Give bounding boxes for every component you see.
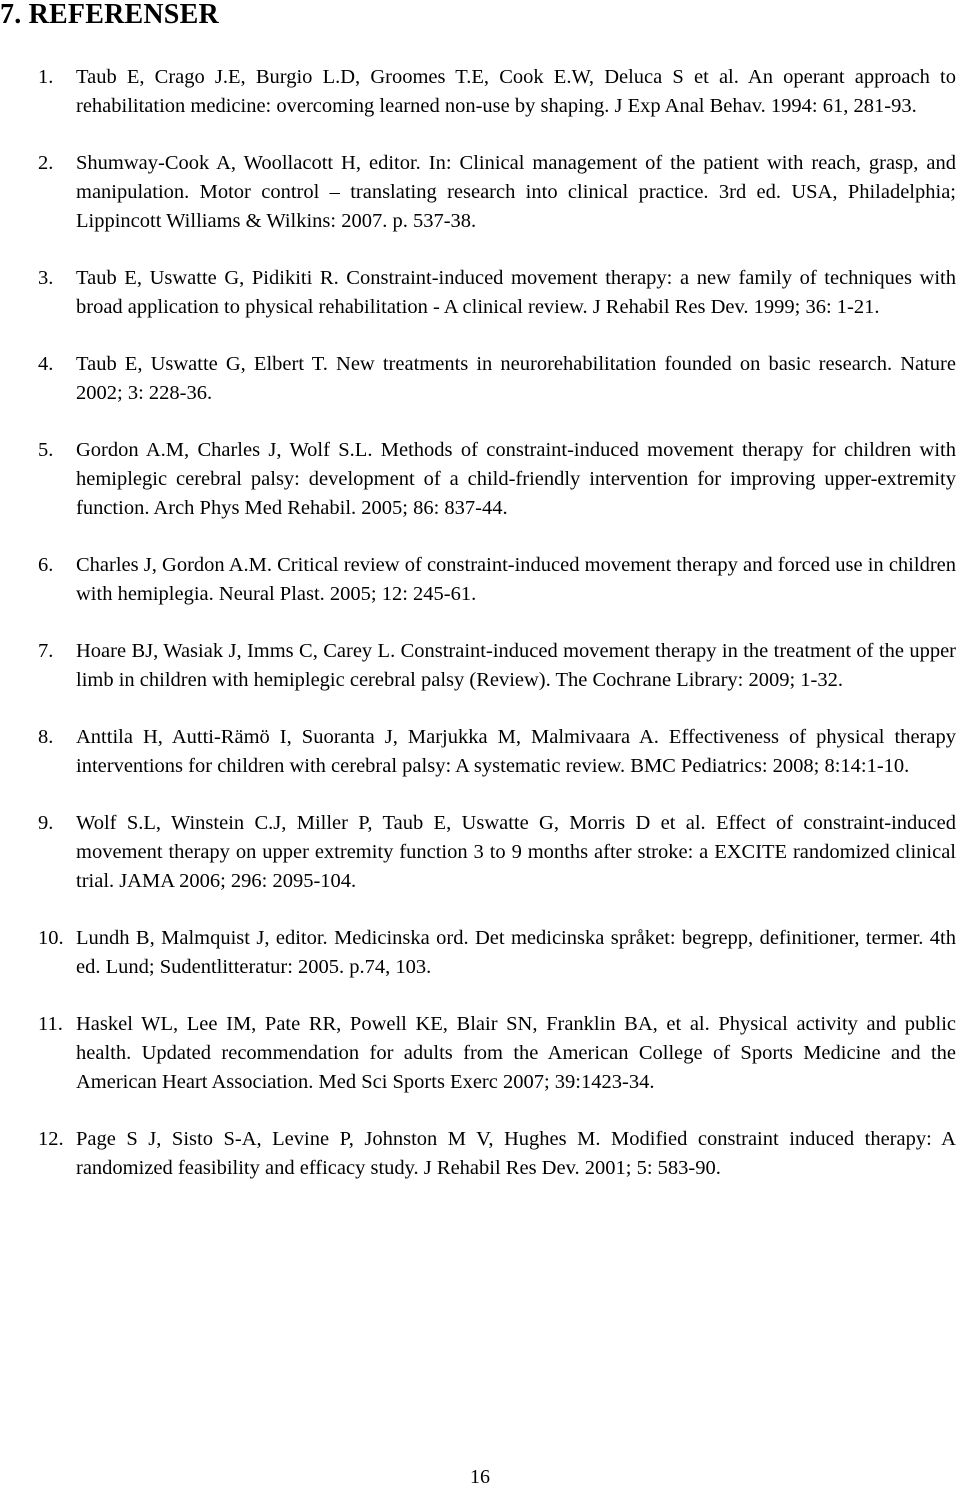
reference-text: Haskel WL, Lee IM, Pate RR, Powell KE, Blair SN, Franklin BA, et al. Physical activity and public health. Updated recommendation for adults from the American College of Sports Medicine and the American Heart Association. Med Sci Sports Exerc 2007; 39:1423-34.: [76, 1013, 956, 1093]
reference-item: [38, 264, 956, 322]
reference-text: Page S J, Sisto S-A, Levine P, Johnston M V, Hughes M. Modified constraint induced therapy: A randomized feasibility and efficacy study. J Rehabil Res Dev. 2001; 5: 583-90.: [76, 1128, 956, 1179]
reference-number: 11.: [38, 1013, 63, 1035]
reference-number: 3.: [38, 267, 54, 289]
reference-item: [38, 924, 956, 982]
reference-text: Wolf S.L, Winstein C.J, Miller P, Taub E, Uswatte G, Morris D et al. Effect of constraint-induced movement therapy on upper extremity function 3 to 9 months after stroke: a EXCITE randomized clinical trial. JAMA 2006; 296: 2095-104.: [76, 812, 956, 892]
reference-item: [38, 1125, 956, 1183]
reference-text: Shumway-Cook A, Woollacott H, editor. In: Clinical management of the patient with reach, grasp, and manipulation. Motor control – translating research into clinical practice. 3rd ed. USA, Philadelphia; Lippincott Williams & Wilkins: 2007. p. 537-38.: [76, 152, 956, 232]
reference-text: Taub E, Uswatte G, Pidikiti R. Constraint-induced movement therapy: a new family of techniques with broad application to physical rehabilitation - A clinical review. J Rehabil Res Dev. 1999; 36: 1-21.: [76, 267, 956, 318]
reference-text: Taub E, Crago J.E, Burgio L.D, Groomes T.E, Cook E.W, Deluca S et al. An operant approach to rehabilitation medicine: overcoming learned non-use by shaping. J Exp Anal Behav. 1994: 61, 281-93.: [76, 66, 956, 117]
reference-number: 8.: [38, 726, 54, 748]
reference-list: [38, 63, 956, 1211]
reference-item: [38, 149, 956, 236]
reference-item: [38, 63, 956, 121]
reference-number: 9.: [38, 812, 54, 834]
reference-item: [38, 1010, 956, 1097]
reference-number: 6.: [38, 554, 54, 576]
reference-item: [38, 551, 956, 609]
reference-text: Gordon A.M, Charles J, Wolf S.L. Methods of constraint-induced movement therapy for children with hemiplegic cerebral palsy: development of a child-friendly intervention for improving upper-extremity function. Arch Phys Med Rehabil. 2005; 86: 837-44.: [76, 439, 956, 519]
reference-text: Charles J, Gordon A.M. Critical review of constraint-induced movement therapy and forced use in children with hemiplegia. Neural Plast. 2005; 12: 245-61.: [76, 554, 956, 605]
reference-number: 2.: [38, 152, 54, 174]
section-heading: 7. REFERENSER: [0, 0, 219, 30]
reference-number: 12.: [38, 1128, 64, 1150]
reference-number: 1.: [38, 66, 54, 88]
reference-number: 7.: [38, 640, 54, 662]
reference-item: [38, 436, 956, 523]
reference-item: [38, 637, 956, 695]
reference-item: [38, 350, 956, 408]
reference-item: [38, 723, 956, 781]
reference-text: Lundh B, Malmquist J, editor. Medicinska ord. Det medicinska språket: begrepp, definitioner, termer. 4th ed. Lund; Sudentlitteratur: 2005. p.74, 103.: [76, 927, 956, 978]
reference-number: 4.: [38, 353, 54, 375]
reference-text: Anttila H, Autti-Rämö I, Suoranta J, Marjukka M, Malmivaara A. Effectiveness of physical therapy interventions for children with cerebral palsy: A systematic review. BMC Pediatrics: 2008; 8:14:1-10.: [76, 726, 956, 777]
reference-number: 5.: [38, 439, 54, 461]
page-number: 16: [470, 1466, 490, 1488]
reference-number: 10.: [38, 927, 64, 949]
reference-item: [38, 809, 956, 896]
reference-text: Hoare BJ, Wasiak J, Imms C, Carey L. Constraint-induced movement therapy in the treatment of the upper limb in children with hemiplegic cerebral palsy (Review). The Cochrane Library: 2009; 1-32.: [76, 640, 956, 691]
reference-text: Taub E, Uswatte G, Elbert T. New treatments in neurorehabilitation founded on basic research. Nature 2002; 3: 228-36.: [76, 353, 956, 404]
